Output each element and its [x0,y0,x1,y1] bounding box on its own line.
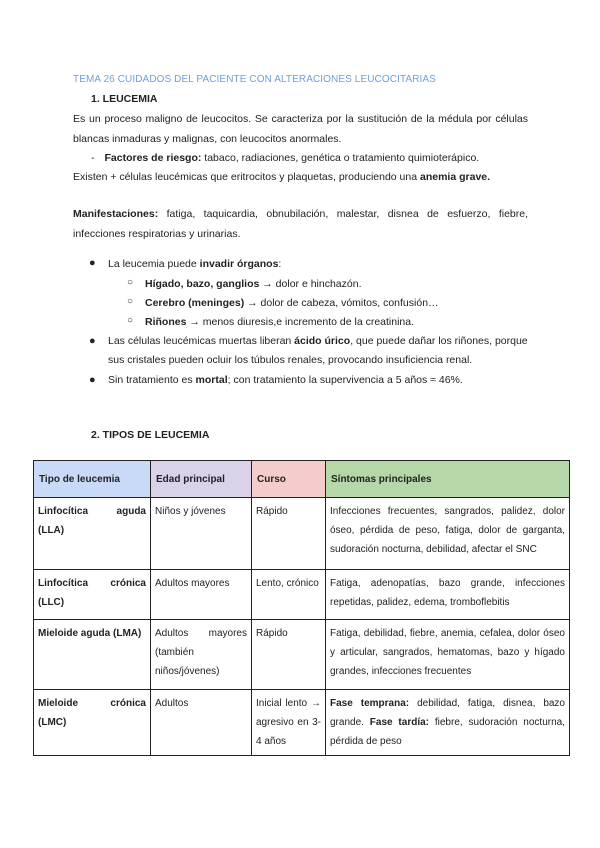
bullet-icon: ● [89,374,96,386]
document-title: TEMA 26 CUIDADOS DEL PACIENTE CON ALTERACIONES LEUCOCITARIAS [73,74,436,85]
fase-tardia-text: fiebre, sudoración nocturna, pérdida de peso [330,717,565,747]
manifestaciones-paragraph [73,205,528,244]
bullet-bold: mortal [195,374,228,386]
cell-tipo: Linfocítica crónica (LLC) [34,570,151,620]
circle-bullet-icon: ○ [127,277,134,288]
leukemia-types-table [33,460,570,756]
table-row [34,570,570,620]
risk-factors-label: Factores de riesgo: [104,152,202,164]
subitem-bold: Riñones [145,316,187,328]
header-edad: Edad principal [151,461,252,498]
anemia-grave-text: anemia grave. [420,171,491,183]
subitem-bold: Cerebro (meninges) [145,297,245,309]
fase-temprana-label: Fase temprana: [330,698,410,709]
risk-factors-item: - Factores de riesgo: tabaco, radiaciones, genética o tratamiento quimioterápico. [91,152,480,164]
bullet-text-end: , que puede dañar los riñones, porque sus cristales pueden ocluir los túbulos renales, provocando insuficiencia renal. [108,335,528,366]
header-tipo: Tipo de leucemia [34,461,151,498]
subitem-text: → dolor e hinchazón. [259,278,362,290]
cell-curso: Lento, crónico [252,570,326,620]
table-row [34,620,570,690]
cell-tipo: Mieloide aguda (LMA) [34,620,151,690]
existen-paragraph [73,168,528,188]
bullet-text: Las células leucémicas muertas liberan [108,335,295,347]
bullet-mortal [108,371,463,390]
table-row [34,498,570,570]
circle-bullet-icon: ○ [127,315,134,326]
circle-bullet-icon: ○ [127,296,134,307]
subitem-bold: Hígado, bazo, ganglios [145,278,260,290]
header-sintomas: Síntomas principales [326,461,570,498]
bullet-bold: invadir órganos [199,258,279,270]
bullet-bold: ácido úrico [294,335,351,347]
cell-sintomas: Fatiga, adenopatías, bazo grande, infecciones repetidas, palidez, edema, tromboflebitis [326,570,570,620]
manifestaciones-text: fatiga, taquicardia, obnubilación, malestar, disnea de esfuerzo, fiebre, infecciones respiratorias y urinarias. [73,208,528,240]
risk-factors-text: tabaco, radiaciones, genética o tratamiento quimioterápico. [201,152,480,164]
cell-edad: Adultos mayores [151,570,252,620]
cell-curso: Rápido [252,498,326,570]
manifestaciones-label: Manifestaciones: [73,208,159,220]
bullet-invadir-organos [108,255,281,274]
cell-sintomas: Fatiga, debilidad, fiebre, anemia, cefalea, dolor óseo y articular, sangrados, hematomas, bazo y hígado grandes, infecciones frecuentes [326,620,570,690]
cell-edad: Adultos [151,690,252,756]
existen-text: Existen + células leucémicas que eritrocitos y plaquetas, produciendo una [73,171,420,183]
fase-tardia-label: Fase tardía: [369,717,429,728]
header-curso: Curso [252,461,326,498]
bullet-text-end: : [278,258,282,270]
subitem-text: → menos diuresis,e incremento de la creatinina. [186,316,415,328]
cell-sintomas [326,690,570,756]
bullet-icon: ● [89,257,96,269]
bullet-text: La leucemia puede [108,258,200,270]
cell-curso: Inicial lento → agresivo en 3-4 años [252,690,326,756]
subitem-rinones [145,313,414,332]
bullet-icon: ● [89,335,96,347]
cell-sintomas: Infecciones frecuentes, sangrados, palidez, dolor óseo, pérdida de peso, fatiga, dolor de garganta, sudoración nocturna, debilidad, afectar el SNC [326,498,570,570]
subitem-text: → dolor de cabeza, vómitos, confusión… [244,297,439,309]
bullet-text: Sin tratamiento es [108,374,196,386]
section-heading-leucemia: 1. LEUCEMIA [91,93,158,105]
table-header-row [34,461,570,498]
cell-tipo: Mieloide crónica (LMC) [34,690,151,756]
subitem-cerebro [145,294,439,313]
fase-temprana-text: debilidad, fatiga, disnea, bazo grande. [330,698,565,728]
cell-curso: Rápido [252,620,326,690]
cell-tipo: Linfocítica aguda (LLA) [34,498,151,570]
table-row [34,690,570,756]
cell-edad: Niños y jóvenes [151,498,252,570]
section-heading-tipos: 2. TIPOS DE LEUCEMIA [91,429,210,441]
subitem-higado [145,275,362,294]
bullet-text-end: ; con tratamiento la supervivencia a 5 años ≈ 46%. [227,374,463,386]
intro-paragraph: Es un proceso maligno de leucocitos. Se caracteriza por la sustitución de la médula por células blancas inmaduras y malignas, con leucocitos anormales. [73,113,528,145]
bullet-acido-urico [108,332,528,370]
cell-edad: Adultos mayores (también niños/jóvenes) [151,620,252,690]
